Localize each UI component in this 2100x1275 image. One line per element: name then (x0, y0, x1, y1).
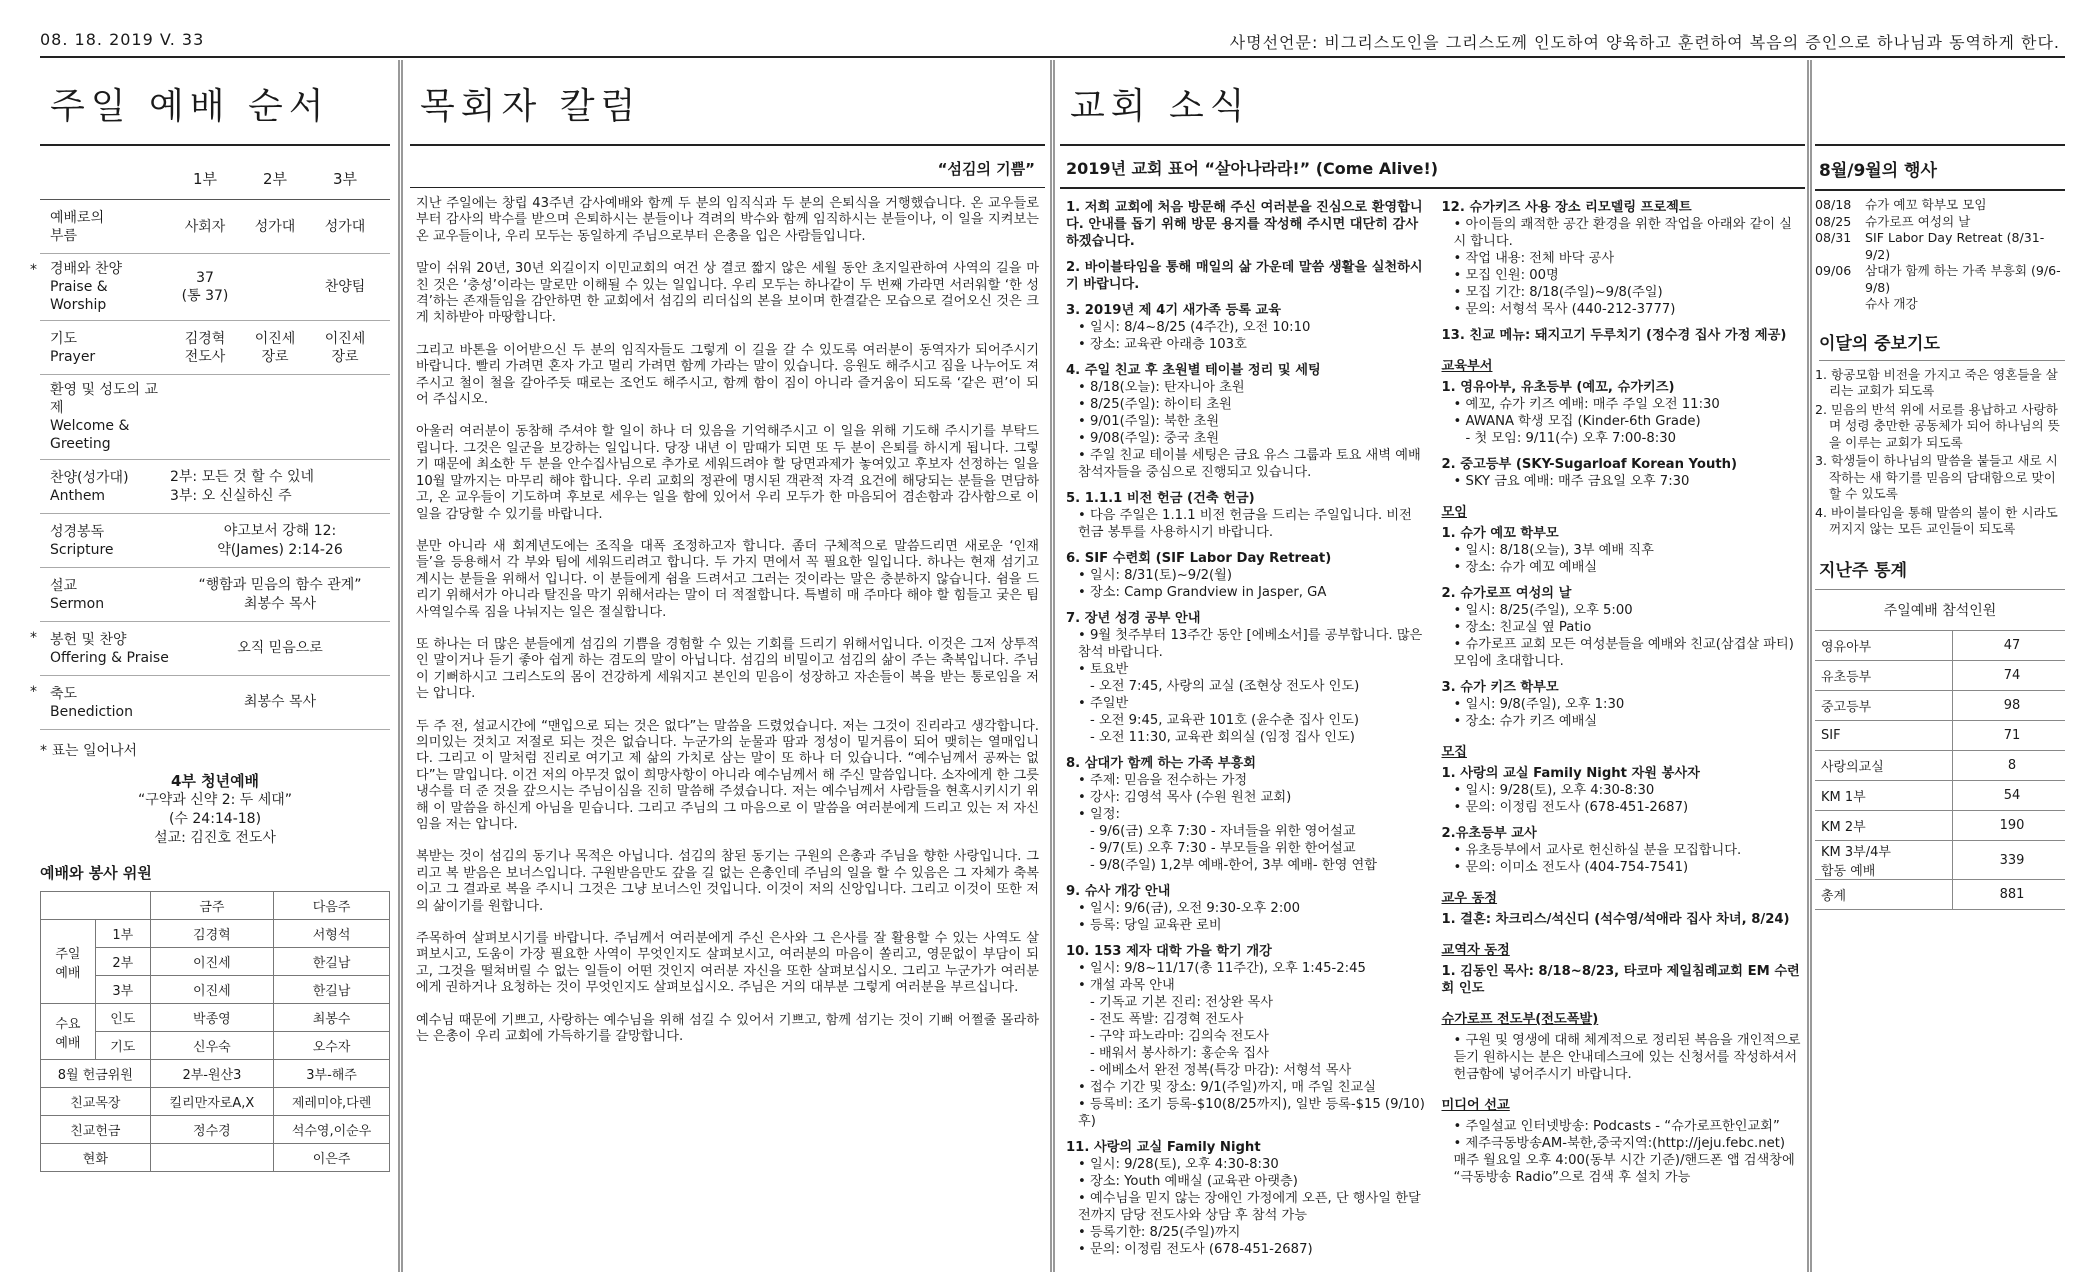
news-item (1442, 585, 1802, 670)
news-item-line: • 일시: 9/28(토), 오후 4:30-8:30 (1078, 1157, 1279, 1172)
event-name: 슈가로프 여성의 날 (1865, 213, 1971, 229)
event-row (1815, 263, 2065, 296)
news-item-line: - 구약 파노라마: 김의숙 전도사 (1090, 1029, 1269, 1044)
duty-next-week: 석수영,이순우 (274, 1116, 390, 1144)
duty-next-week: 한길남 (274, 948, 390, 976)
duty-this-week: 2부-원산3 (150, 1060, 273, 1088)
news-item-title: 2. 바이블타임을 통해 매일의 삶 가운데 말씀 생활을 실천하시기 바랍니다. (1066, 260, 1423, 292)
event-row (1815, 214, 2065, 231)
news-item-title: 1. 사랑의 교실 Family Night 자원 봉사자 (1441, 766, 1700, 781)
stats-row (1815, 811, 2065, 841)
service-label: 2부 (262, 170, 288, 188)
news-item-line: • 주일설교 인터넷방송: Podcasts - “슈가로프한인교회” (1453, 1119, 1780, 1134)
row-label: 축도 Benediction (50, 685, 133, 720)
stats-label: 사랑의교실 (1815, 751, 1953, 781)
row-value: 성가대 (324, 218, 366, 235)
duty-title: 예배와 봉사 위원 (40, 864, 152, 882)
news-item (1066, 883, 1426, 934)
duty-header-cell: 금주 (150, 892, 273, 920)
news-item-line: • 모집 인원: 00명 (1453, 268, 1559, 283)
stats-label: 유초등부 (1815, 661, 1953, 691)
stats-label: KM 3부/4부 합동 예배 (1815, 841, 1953, 880)
news-item (1066, 610, 1426, 746)
news-item-line: • 일시: 8/25(주일), 오후 5:00 (1453, 603, 1633, 618)
news-item-title: 1. 저희 교회에 처음 방문해 주신 여러분을 진심으로 환영합니다. 안내를 돕기 위해 방문 용지를 작성해 주시면 대단히 감사하겠습니다. (1066, 200, 1423, 249)
prayer-list (1815, 367, 2065, 538)
news-section-heading: 모임 (1441, 505, 1467, 520)
news-item (1442, 525, 1802, 576)
worship-order-column (30, 62, 390, 1272)
stats-count: 8 (1953, 751, 2066, 781)
top-rule (40, 56, 2065, 58)
news-item-line: • 일시: 8/31(토)~9/2(월) (1078, 568, 1233, 583)
event-date: 09/06 (1815, 263, 1852, 278)
news-item-line: • 장소: Youth 예배실 (교육관 아랫층) (1078, 1174, 1298, 1189)
worship-row (40, 514, 390, 568)
news-section-heading: 미디어 선교 (1441, 1098, 1510, 1113)
news-item-title: 1. 영유아부, 유초등부 (예꼬, 슈가키즈) (1441, 380, 1675, 395)
news-item-line: • 9/01(주일): 북한 초원 (1078, 414, 1220, 429)
news-item (1066, 550, 1426, 601)
news-item-title: 2. 중고등부 (SKY-Sugarloaf Korean Youth) (1441, 457, 1738, 472)
sidebar-column (1815, 62, 2065, 1272)
row-value: 사회자 (184, 218, 226, 235)
column-title: 목회자 칼럼 (420, 86, 642, 127)
news-item-line: - 전도 폭발: 김경혁 전도사 (1090, 1012, 1244, 1027)
events-title: 8월/9월의 행사 (1815, 146, 2065, 191)
news-item-title: 2.유초등부 교사 (1441, 826, 1537, 841)
duty-header-cell (41, 892, 151, 920)
news-item-line: • 다음 주일은 1.1.1 비전 헌금을 드리는 주일입니다. 비전 헌금 봉투를 사용하시기 바랍니다. (1078, 508, 1412, 540)
duty-this-week: 킬리만자로A,X (150, 1088, 273, 1116)
news-item (1442, 1118, 1802, 1186)
column-divider (398, 60, 403, 1272)
news-item-line: - 9/7(토) 오후 7:30 - 부모들을 위한 한어설교 (1090, 841, 1356, 856)
youth-line1: “구약과 신약 2: 두 세대” (137, 792, 293, 808)
essay-paragraph: 지난 주일에는 창립 43주년 감사예배와 함께 두 분의 임직식과 두 분의 은퇴식을 거행했습니다. 온 교우들로부터 감사의 박수를 받으며 은퇴하시는 분들이나 격려의 박수와 함께 임직하시는 분들이나, 이 일을 지켜보는 온 교우들이나, 우리 모두는 동일하게 주님으로부터 은총을 입은 사람들입니다. (416, 196, 1039, 244)
duty-next-week: 오수자 (274, 1032, 390, 1060)
spacer (1815, 62, 2065, 134)
duty-row (41, 1088, 390, 1116)
news-item-title: 6. SIF 수련회 (SIF Labor Day Retreat) (1066, 551, 1332, 566)
news-item-line: • 슈가로프 교회 모든 여성분들을 예배와 친교(삼겹살 파티) 모임에 초대합니다. (1453, 637, 1794, 669)
news-item-line: • 주일 친교 테이블 세팅은 금요 유스 그룹과 토요 새벽 예배 참석자들을 중심으로 진행되고 있습니다. (1078, 448, 1421, 480)
duty-next-week: 한길남 (274, 976, 390, 1004)
news-item-line: • 장소: 교육관 아래층 103호 (1078, 337, 1247, 352)
worship-row (40, 375, 390, 460)
duty-role: 3부 (95, 976, 150, 1004)
event-date (1815, 296, 1865, 313)
news-item-line: • 일시: 9/8~11/17(총 11주간), 오후 1:45-2:45 (1078, 961, 1366, 976)
news-item (1066, 362, 1426, 481)
essay-paragraph: 말이 쉬워 20년, 30년 외길이지 이민교회의 여건 상 결코 짧지 않은 세월 동안 초지일관하여 사역의 길을 마친 것은 ‘충성’이라는 말로만 이해될 수 있는 일입니다. 우리 모두는 하나같이 두 번째 가라면 서러워할 ‘한 성격’하는 존재들임을 감안하면 한 교회에서 섬김의 리더십의 본을 보이며 한결같은 모습으로 걸어오신 것은 크게 치하받아 마땅합니다. (416, 261, 1039, 326)
news-item-line: • 일시: 9/28(토), 오후 4:30-8:30 (1453, 783, 1655, 798)
worship-row (30, 254, 390, 321)
events-list (1815, 191, 2065, 313)
worship-row (40, 568, 390, 622)
news-item-line: • 등록기한: 8/25(주일)까지 (1078, 1225, 1241, 1240)
news-item (1066, 199, 1426, 250)
row-label: 환영 및 성도의 교제 Welcome & Greeting (50, 382, 159, 452)
news-item-line: • 일시: 8/18(오늘), 3부 예배 직후 (1453, 543, 1654, 558)
stats-subtitle: 주일예배 참석인원 (1815, 589, 2065, 631)
news-item (1066, 755, 1426, 874)
event-date: 08/25 (1815, 213, 1852, 229)
news-item-line: • 8/18(오늘): 탄자니아 초원 (1078, 380, 1245, 395)
news-item-line: • 문의: 서형석 목사 (440-212-3777) (1453, 302, 1676, 317)
news-item (1066, 943, 1426, 1130)
news-item-line: • 예꼬, 슈가 키즈 예배: 매주 주일 오전 11:30 (1453, 397, 1720, 412)
stats-count: 47 (1953, 631, 2066, 661)
prayer-title: 이달의 중보기도 (1819, 329, 2065, 361)
news-item (1442, 825, 1802, 876)
event-name: 슈사 개강 (1865, 296, 1918, 311)
news-item-title: 10. 153 제자 대학 가을 학기 개강 (1066, 944, 1272, 959)
duty-this-week: 신우숙 (150, 1032, 273, 1060)
duty-role: 친교목장 (41, 1088, 151, 1116)
row-value: 김경혁 전도사 (184, 330, 226, 365)
stats-count: 71 (1953, 721, 2066, 751)
stats-count: 98 (1953, 691, 2066, 721)
news-item-title: 1. 슈가 예꼬 학부모 (1441, 526, 1559, 541)
stats-row (1815, 841, 2065, 880)
news-item-line: • 장소: Camp Grandview in Jasper, GA (1078, 585, 1327, 600)
worship-rows (30, 200, 390, 730)
news-item-line: • 토요반 (1078, 662, 1129, 677)
duty-row (41, 1004, 390, 1032)
news-item-line: • 8/25(주일): 하이티 초원 (1078, 397, 1232, 412)
news-item-line: • 9월 첫주부터 13주간 동안 [에베소서]를 공부합니다. 많은 참석 바랍니다. (1078, 628, 1423, 660)
service-label: 3부 (332, 170, 358, 188)
event-row (1815, 197, 2065, 214)
news-item-line: - 9/6(금) 오후 7:30 - 자녀들을 위한 영어설교 (1090, 824, 1356, 839)
pastor-column (410, 62, 1045, 1272)
news-item-line: • SKY 금요 예배: 매주 금요일 오후 7:30 (1453, 474, 1690, 489)
news-item-line: • 문의: 이정림 전도사 (678-451-2687) (1453, 800, 1689, 815)
news-item-line: • 일시: 9/6(금), 오전 9:30-오후 2:00 (1078, 901, 1301, 916)
service-label: 1부 (192, 170, 218, 188)
news-item (1442, 963, 1802, 997)
duty-role: 2부 (95, 948, 150, 976)
news-item-line: • 주일반 (1078, 696, 1129, 711)
row-value: “행함과 믿음의 함수 관계” 최봉수 목사 (198, 576, 362, 612)
news-item-line: • 아이들의 쾌적한 공간 환경을 위한 작업을 아래와 같이 실시 합니다. (1453, 217, 1793, 249)
news-item-line: • 장소: 슈가 키즈 예배실 (1453, 714, 1598, 729)
stats-label: 총계 (1815, 880, 1953, 910)
news-item (1442, 327, 1802, 344)
duty-table (40, 891, 390, 1172)
news-item-title: 2. 슈가로프 여성의 날 (1441, 586, 1572, 601)
stats-label: KM 2부 (1815, 811, 1953, 841)
header (40, 30, 2060, 56)
event-name: 삼대가 함께 하는 가족 부흥회 (9/6-9/8) (1865, 263, 2061, 295)
news-item-line: - 배워서 봉사하기: 홍순욱 집사 (1090, 1046, 1269, 1061)
stats-count: 339 (1953, 841, 2066, 880)
news-body (1060, 189, 1805, 1267)
duty-header-row (41, 892, 390, 920)
stats-count: 881 (1953, 880, 2066, 910)
duty-this-week: 박종영 (150, 1004, 273, 1032)
news-item-line: • AWANA 학생 모집 (Kinder-6th Grade) (1453, 414, 1701, 429)
news-section-heading: 슈가로프 전도부(전도폭발) (1441, 1012, 1599, 1027)
row-value: 37 (통 37) (181, 270, 229, 304)
news-item-title: 1. 김동인 목사: 8/18~8/23, 타코마 제일침례교회 EM 수련회 인도 (1441, 964, 1800, 996)
stats-title: 지난주 통계 (1819, 560, 1908, 581)
duty-next-week: 최봉수 (274, 1004, 390, 1032)
essay-body (410, 196, 1045, 1045)
event-row (1815, 296, 2065, 313)
news-item-line: • 문의: 이미소 전도사 (404-754-7541) (1453, 860, 1689, 875)
news-item-line: - 오전 11:30, 교육관 회의실 (임정 집사 인도) (1090, 730, 1355, 745)
news-item (1066, 490, 1426, 541)
column-divider (1807, 60, 1812, 1272)
stats-label: SIF (1815, 721, 1953, 751)
event-date: 08/18 (1815, 197, 1852, 212)
row-value: 이진세 장로 (324, 330, 366, 365)
duty-next-week: 3부-해주 (274, 1060, 390, 1088)
stats-row (1815, 781, 2065, 811)
duty-role: 친교헌금 (41, 1116, 151, 1144)
news-item-line: - 9/8(주일) 1,2부 예배-한어, 3부 예배- 한영 연합 (1090, 858, 1378, 873)
row-label: 봉헌 및 찬양 Offering & Praise (50, 631, 169, 666)
stats-table (1815, 631, 2065, 911)
essay-paragraph: 복받는 것이 섬김의 동기나 목적은 아닙니다. 섬김의 참된 동기는 구원의 은총과 주님을 향한 사랑입니다. 그리고 복 받음은 보너스입니다. 구원받음만도 갚을 길 없는 은총인데 주님의 일을 할 수 있음은 그 자체가 축복이고 그 결과로 복을 주시니 그것은 그냥 보너스인 것입니다. 이것이 저의 신앙입니다. 그리고 이것이 또한 저의 삶이기를 원합니다. (416, 849, 1039, 914)
news-item-line: • 접수 기간 및 장소: 9/1(주일)까지, 매 주일 친교실 (1078, 1080, 1377, 1095)
row-value: 최봉수 목사 (243, 694, 317, 710)
row-value: 찬양팀 (324, 279, 366, 295)
essay-paragraph: 두 주 전, 설교시간에 “맨입으로 되는 것은 없다”는 말씀을 드렸었습니다. 저는 그것이 진리라고 생각합니다. 의미있는 것치고 저절로 되는 것은 없습니다. 누군가의 눈물과 땀과 정성이 밑거름이 되어 맺히는 열매입니다. 그리고 이 말처럼 진리로 여기고 제 삶의 가치로 삼는 말이 또 하나 더 있습니다. “예수님께서 공짜는 없다”는 말입니다. 이건 저의 아무것 없이 희망사항이 아니라 예수님께서 해 주신 말씀입니다. 소자에게 한 그릇 냉수를 더 준 것을 갚으시는 주님이심을 진히 말씀해 주셨습니다. 저는 예수님께서 사람들을 현혹시키시기 위해 이 말씀을 하신게 아님을 믿습니다. 그리고 주님의 그 마음으로 이 말씀을 여러분에게 드리고 있는 저 자신임을 저는 압니다. (416, 718, 1039, 832)
stats-row (1815, 661, 2065, 691)
news-item-line: - 오전 9:45, 교육관 101호 (윤수춘 집사 인도) (1090, 713, 1359, 728)
stats-count: 74 (1953, 661, 2066, 691)
stats-label: 영유아부 (1815, 631, 1953, 661)
news-item-line: • 강사: 김영석 목사 (수원 원천 교회) (1078, 790, 1292, 805)
service-header (40, 146, 390, 200)
news-item-title: 3. 2019년 제 4기 새가족 등록 교육 (1066, 303, 1282, 318)
church-motto: 2019년 교회 표어 “살아나라라!” (Come Alive!) (1060, 146, 1805, 189)
duty-next-week: 제레미야,다렌 (274, 1088, 390, 1116)
duty-row (41, 920, 390, 948)
row-label: 성경봉독 Scripture (50, 523, 114, 558)
row-value: 성가대 (254, 218, 296, 235)
news-item-title: 9. 슈사 개강 안내 (1066, 884, 1171, 899)
youth-line3: 설교: 김진호 전도사 (154, 830, 276, 846)
prayer-item: 3. 학생들이 하나님의 말씀을 붙들고 새로 시작하는 새 학기를 믿음의 담대함으로 맞이할 수 있도록 (1815, 453, 2058, 501)
news-item-title: 3. 슈가 키즈 학부모 (1441, 680, 1559, 695)
news-item-line: • 제주극동방송AM-북한,중국지역:(http://jeju.febc.net) 매주 월요일 오후 4:00(동부 시간 기준)/핸드폰 앱 검색창에 “극동방송 Radio”으로 검색 후 설치 가능 (1453, 1136, 1795, 1185)
news-item (1066, 1139, 1426, 1258)
news-item-line: • 주제: 믿음을 전수하는 가정 (1078, 773, 1248, 788)
stats-label: 중고등부 (1815, 691, 1953, 721)
stats-row (1815, 631, 2065, 661)
duty-role: 기도 (95, 1032, 150, 1060)
news-item (1442, 199, 1802, 318)
news-section-heading: 교우 동정 (1441, 891, 1498, 906)
prayer-item: 4. 바이블타임을 통해 말씀의 불이 한 시라도 꺼지지 않는 모든 교인들이 되도록 (1815, 504, 2058, 536)
duty-role: 인도 (95, 1004, 150, 1032)
essay-paragraph: 아울러 여러분이 동참해 주셔야 할 일이 하나 더 있음을 기억해주시고 이 일을 위해 기도해 주시기를 부탁드립니다. 그것은 일군을 보강하는 일입니다. 당장 내년 이 맘때가 되면 또 두 분이 은퇴를 하시게 됩니다. 그렇기 때문에 최소한 두 분을 안수집사님으로 추가로 세워드려야 할 당면과제가 놓여있고 후보자 선정하는 일을 10월 말까지는 마무리 해야 합니다. 우리 교회의 정관에 명시된 객관적 자격 요건에 해당되는 분들을 면담하고, 온 교우들이 기도하며 후보로 세우는 일을 함에 있어서 우리 모두가 한 마음되어 겸손함과 감사함으로 이 일을 감당할 수 있기를 바랍니다. (416, 424, 1039, 522)
row-value: 2부: 모든 것 할 수 있네 3부: 오 신실하신 주 (170, 468, 315, 504)
duty-row (41, 1060, 390, 1088)
prayer-item: 1. 항공모함 비전을 가지고 죽은 영혼들을 살리는 교회가 되도록 (1815, 366, 2058, 398)
duty-role: 8월 헌금위원 (41, 1060, 151, 1088)
heading-rule (410, 144, 1045, 146)
duty-this-week: 김경혁 (150, 920, 273, 948)
star-marker: * (30, 630, 37, 646)
essay-paragraph: 분만 아니라 새 회계년도에는 조직을 대폭 조정하고자 합니다. 좀더 구체적으로 말씀드리면 새로운 ‘인재들’을 등용해서 각 부와 팀에 세워드리려고 합니다. 두 가지 면에서 꼭 필요한 일입니다. 하나는 현재 섬기고 계시는 분들을 위해서 입니다. 이 분들에게 쉼을 드려서고 그러는 것이라는 말은 충분하지 않습니다. 쉼을 드리기 위해서가 아니라 탈진을 막기 위해서라는 말이 더 적절합니다. 특별히 매 주마다 해야 할 힘들고 궂은 팀사역일수록 짐을 나눠지는 일은 절실합니다. (416, 538, 1039, 620)
news-item-line: - 오전 7:45, 사랑의 교실 (조현상 전도사 인도) (1090, 679, 1360, 694)
news-item-title: 7. 장년 성경 공부 안내 (1066, 611, 1201, 626)
worship-row (30, 676, 390, 730)
mission-statement: 사명선언문: 비그리스도인을 그리스도께 인도하여 양육하고 훈련하여 복음의 증인으로 하나님과 동역하게 한다. (1229, 33, 2060, 52)
news-item-line: • 일정: (1078, 807, 1120, 822)
news-item-line: • 9/08(주일): 중국 초원 (1078, 431, 1220, 446)
stats-row (1815, 880, 2065, 910)
news-item-line: • 작업 내용: 전체 바닥 공사 (1453, 251, 1615, 266)
youth-title: 4부 청년예배 (170, 772, 260, 790)
news-item-title: 13. 친교 메뉴: 돼지고기 두루치기 (정수경 집사 가정 제공) (1441, 328, 1787, 343)
standing-note-text: 표는 일어나서 (51, 743, 138, 759)
news-item-line: • 문의: 이정림 전도사 (678-451-2687) (1078, 1242, 1313, 1257)
news-left (1066, 199, 1426, 1267)
duty-group: 수요 예배 (41, 1004, 96, 1060)
star-marker: * (30, 684, 37, 700)
news-item-line: • 등록비: 조기 등록-$10(8/25까지), 일반 등록-$15 (9/10)후) (1078, 1097, 1425, 1129)
row-value: 야고보서 강해 12: 약(James) 2:14-26 (217, 522, 343, 558)
row-label: 기도 Prayer (50, 330, 96, 365)
essay-paragraph: 또 하나는 더 많은 분들에게 섬김의 기쁨을 경험할 수 있는 기회를 드리기 위해서입니다. 이것은 그저 상투적인 말이거나 듣기 좋아 쉽게 하는 겸도의 말이 아닙니다. 섬김의 비밀이고 섬김의 삶이 주는 축복입니다. 주님이 기뻐하시고 그리스도의 몸이 건강하게 세워지고 본인의 믿음이 성장하고 자손들이 복을 받는 통로임을 저는 압니다. (416, 636, 1039, 702)
news-section-heading: 교육부서 (1441, 359, 1493, 374)
news-item-title: 1. 결혼: 차크리스/석신디 (석수영/석애라 집사 차녀, 8/24) (1441, 912, 1790, 927)
news-item-line: • 일시: 8/4~8/25 (4주간), 오전 10:10 (1078, 320, 1311, 335)
duty-this-week: 정수경 (150, 1116, 273, 1144)
essay-paragraph: 주목하여 살펴보시기를 바랍니다. 주님께서 여러분에게 주신 은사와 그 은사를 잘 활용할 수 있는 사역도 살펴보시고, 도움이 가장 필요한 사역이 무엇인지도 살펴보시고, 여러분의 마음이 쏠리고, 영문없이 부담이 되고, 그것을 떨쳐버릴 수 없는 일들이 어떤 것인지 여러분 자신을 또한 살펴보십시오. 그리고 누군가가 여러분에게 권하거나 요청하는 것이 무엇인지도 살펴보십시오. 주님은 거의 대부분 그렇게 여러분을 부르십니다. (416, 931, 1039, 996)
issue-date: 08. 18. 2019 V. 33 (40, 30, 205, 49)
news-item-line: • 예수님을 믿지 않는 장애인 가정에게 오픈, 단 행사일 한달 전까지 담당 전도사와 상담 후 참석 가능 (1078, 1191, 1421, 1223)
row-label: 예배로의 부름 (50, 209, 105, 244)
event-date: 08/31 (1815, 230, 1852, 245)
news-right (1442, 199, 1802, 1267)
subtitle-rule (410, 187, 1045, 188)
stats-row (1815, 751, 2065, 781)
news-item-line: - 에베소서 완전 정복(특강 마감): 서형석 목사 (1090, 1063, 1352, 1078)
news-item-title: 12. 슈가키즈 사용 장소 리모델링 프로젝트 (1441, 200, 1692, 215)
essay-paragraph: 그리고 바톤을 이어받으신 두 분의 임직자들도 그렇게 이 길을 갈 수 있도록 여러분이 동역자가 되어주시기 바랍니다. 빨리 가려면 혼자 가고 멀리 가려면 함께 가라는 말이 있습니다. 응원도 해주시고 짐을 나누어도 져주시고 철이 철을 갈아주듯 때로는 조언도 해주시고, 함께 함이 짐이 아니라 즐거움이 되도록 ‘같은 편’이 되어 주십시오. (416, 342, 1039, 408)
youth-line2: (수 24:14-18) (168, 811, 262, 827)
duty-row (41, 1116, 390, 1144)
news-item (1442, 911, 1802, 928)
news-title: 교회 소식 (1070, 86, 1251, 127)
news-item-line: - 첫 모임: 9/11(수) 오후 7:00-8:30 (1465, 431, 1676, 446)
worship-row (40, 460, 390, 514)
news-item (1442, 456, 1802, 490)
news-item-title: 8. 삼대가 함께 하는 가족 부흥회 (1066, 756, 1257, 771)
duty-this-week: 이진세 (150, 976, 273, 1004)
event-row (1815, 230, 2065, 263)
standing-note: * 표는 일어나서 (40, 743, 138, 759)
news-item (1442, 379, 1802, 447)
stats-row (1815, 691, 2065, 721)
essay-paragraph: 예수님 때문에 기쁘고, 사랑하는 예수님을 위해 섬길 수 있어서 기쁘고, 함께 섬기는 것이 기뻐 어쩔줄 몰라하는 은총이 우리 교회에 가득하기를 갈망합니다. (416, 1012, 1039, 1045)
row-label: 설교 Sermon (50, 577, 105, 612)
stats-label: KM 1부 (1815, 781, 1953, 811)
news-section-heading: 모집 (1441, 745, 1467, 760)
news-item-line: • 장소: 슈가 예꼬 예배실 (1453, 560, 1598, 575)
news-item-title: 11. 사랑의 교실 Family Night (1066, 1140, 1261, 1155)
row-value: 오직 믿음으로 (237, 640, 323, 656)
news-item (1442, 765, 1802, 816)
duty-next-week: 이은주 (274, 1144, 390, 1172)
news-item-line: • 장소: 친교실 옆 Patio (1453, 620, 1592, 635)
news-item-line: • 모집 기간: 8/18(주일)~9/8(주일) (1453, 285, 1663, 300)
row-label: 경배와 찬양 Praise & Worship (50, 261, 123, 313)
row-value: 이진세 장로 (254, 330, 296, 365)
star-marker: * (30, 262, 37, 278)
worship-row (40, 200, 390, 254)
news-item-line: • 유초등부에서 교사로 헌신하실 분을 모집합니다. (1453, 843, 1742, 858)
news-item (1442, 679, 1802, 730)
worship-row (30, 622, 390, 676)
duty-row (41, 1144, 390, 1172)
church-news-column (1060, 62, 1805, 1272)
event-name: 슈가 예꼬 학부모 모임 (1865, 197, 1987, 212)
news-item (1066, 302, 1426, 353)
duty-this-week: 이진세 (150, 948, 273, 976)
duty-next-week: 서형석 (274, 920, 390, 948)
duty-role: 1부 (95, 920, 150, 948)
news-item-line: • 일시: 9/8(주일), 오후 1:30 (1453, 697, 1625, 712)
duty-this-week (150, 1144, 273, 1172)
duty-header-cell: 다음주 (274, 892, 390, 920)
news-item-title: 4. 주일 친교 후 초원별 테이블 정리 및 세팅 (1066, 363, 1321, 378)
news-item-line: - 기독교 기본 진리: 전상완 목사 (1090, 995, 1274, 1010)
prayer-item: 2. 믿음의 반석 위에 서로를 용납하고 사랑하며 성령 충만한 공동체가 되어 하나님의 뜻을 이루는 교회가 되도록 (1815, 401, 2060, 450)
column-divider (1050, 60, 1055, 1272)
news-section-heading: 교역자 동정 (1441, 943, 1510, 958)
event-name: SIF Labor Day Retreat (8/31-9/2) (1865, 230, 2045, 262)
youth-service (40, 772, 390, 848)
news-item-line: • 등록: 당일 교육관 로비 (1078, 918, 1222, 933)
worship-title: 주일 예배 순서 (50, 86, 330, 127)
column-subtitle: “섬김의 기쁨” (937, 160, 1035, 178)
news-item-title: 5. 1.1.1 비전 헌금 (건축 헌금) (1066, 491, 1255, 506)
news-item-line: • 구원 및 영생에 대해 체계적으로 정리된 복음을 개인적으로 듣기 원하시는 분은 안내데스크에 있는 신청서를 작성하셔서 헌금함에 넣어주시기 바랍니다. (1453, 1033, 1801, 1082)
stats-count: 190 (1953, 811, 2066, 841)
news-item-line: • 개설 과목 안내 (1078, 978, 1175, 993)
stats-row (1815, 721, 2065, 751)
news-item (1066, 259, 1426, 293)
duty-role: 현화 (41, 1144, 151, 1172)
stats-count: 54 (1953, 781, 2066, 811)
row-label: 찬양(성가대) Anthem (50, 469, 129, 504)
duty-group: 주일 예배 (41, 920, 96, 1004)
news-item (1442, 1032, 1802, 1083)
worship-row (40, 321, 390, 375)
